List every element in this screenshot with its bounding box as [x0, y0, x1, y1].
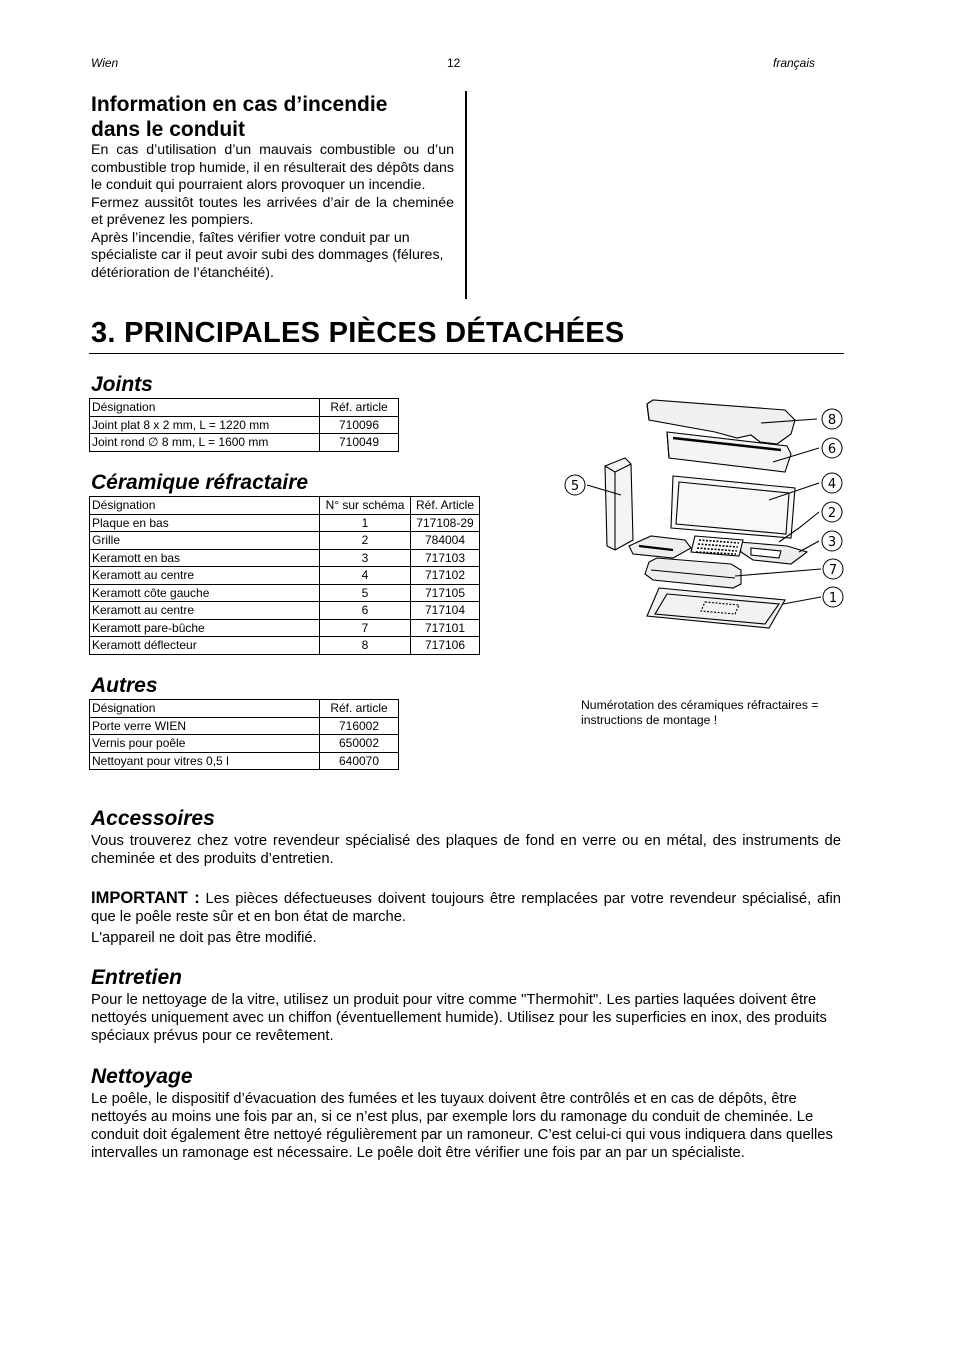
table-cell: Keramott déflecteur [90, 637, 320, 655]
table-cell: 717104 [411, 602, 480, 620]
table-cell: 710096 [320, 416, 399, 434]
table-header-cell: Réf. article [320, 399, 399, 417]
diagram-caption [581, 698, 818, 728]
header-right: français [773, 56, 816, 70]
callout-label: 6 [827, 442, 837, 457]
table-cell: Porte verre WIEN [90, 717, 320, 735]
table-cell: Keramott au centre [90, 602, 320, 620]
autres-title: Autres [91, 674, 158, 697]
table-cell: 717102 [411, 567, 480, 585]
callout-label: 7 [828, 563, 838, 578]
nettoyage-text: Le poêle, le dispositif d’évacuation des fumées et les tuyaux doivent être contrôlés et en cas de dépôts, être nettoyés au moins une fois par an, si ce n’est plus, par exemple lors du ramonage du conduit de cheminée. Le conduit doit également être nettoyé régulièrement par un ramoneur. C’est celui-ci qui vous indiquera dans quelles intervalles un ramonage est nécessaire. Le poêle doit être vérifier une fois par an par un spécialiste. [91, 1091, 833, 1161]
table-row [90, 584, 480, 602]
callout-label: 8 [827, 413, 837, 428]
table-cell: Keramott pare-bûche [90, 619, 320, 637]
table-cell: 717105 [411, 584, 480, 602]
table-cell: 3 [320, 549, 411, 567]
table-header-cell: Désignation [90, 497, 320, 515]
table-row [90, 567, 480, 585]
table-cell: Keramott au centre [90, 567, 320, 585]
table-row [90, 514, 480, 532]
fire-para-2: Fermez aussitôt toutes les arrivées d’air de la cheminée et prévenez les pompiers. [91, 194, 454, 228]
table-row [90, 619, 480, 637]
fire-title-line2: dans le conduit [91, 118, 246, 141]
autres-table [89, 699, 399, 770]
table-cell: 7 [320, 619, 411, 637]
table-cell: 784004 [411, 532, 480, 550]
important-label: IMPORTANT : [91, 889, 200, 907]
table-row [90, 434, 399, 452]
table-row [90, 532, 480, 550]
table-row [90, 602, 480, 620]
table-row [90, 717, 399, 735]
table-cell: Plaque en bas [90, 514, 320, 532]
important-line2: L'appareil ne doit pas être modifié. [91, 930, 317, 946]
table-header-row [90, 497, 480, 515]
table-cell: Joint rond ∅ 8 mm, L = 1600 mm [90, 434, 320, 452]
table-cell: 5 [320, 584, 411, 602]
vertical-divider [465, 91, 467, 299]
table-cell: 710049 [320, 434, 399, 452]
page-number: 12 [447, 56, 461, 70]
table-cell: 716002 [320, 717, 399, 735]
part-5-keramott [605, 458, 633, 550]
nettoyage-title: Nettoyage [91, 1065, 193, 1088]
table-cell: 8 [320, 637, 411, 655]
fire-para-3: Après l’incendie, faîtes vérifier votre conduit par un spécialiste car il peut avoir subi des dommages (félures, détérioration de l’étanchéité). [91, 229, 444, 281]
fire-title-line1: Information en cas d’incendie [91, 93, 388, 116]
important-text: Les pièces défectueuses doivent toujours être remplacées par votre revendeur spécialisé, afin que le poêle reste sûr et en bon état de marche. [91, 891, 841, 925]
part-4-keramott [671, 476, 795, 538]
ceramic-exploded-diagram [555, 392, 855, 642]
table-row [90, 637, 480, 655]
entretien-title: Entretien [91, 966, 183, 989]
table-cell: Joint plat 8 x 2 mm, L = 1220 mm [90, 416, 320, 434]
table-header-cell: Désignation [90, 700, 320, 718]
callout-label: 2 [827, 506, 837, 521]
callout-label: 4 [827, 477, 837, 492]
section-rule [89, 353, 844, 354]
table-row [90, 752, 399, 770]
table-header-row [90, 399, 399, 417]
accessoires-text: Vous trouverez chez votre revendeur spécialisé des plaques de fond en verre ou en métal, des instruments de cheminée et des produits d’entretien. [91, 833, 841, 867]
table-header-cell: Réf. article [320, 700, 399, 718]
table-cell: Keramott en bas [90, 549, 320, 567]
diagram-caption-line2: instructions de montage ! [581, 713, 718, 727]
table-cell: Nettoyant pour vitres 0,5 l [90, 752, 320, 770]
joints-table [89, 398, 399, 452]
table-cell: Keramott côte gauche [90, 584, 320, 602]
accessoires-title: Accessoires [91, 807, 215, 830]
callout-label: 3 [827, 535, 837, 550]
fire-info-block [91, 92, 454, 282]
callout-label: 1 [828, 591, 838, 606]
table-cell: 1 [320, 514, 411, 532]
table-cell: 6 [320, 602, 411, 620]
fire-para-1: En cas d’utilisation d’un mauvais combustible ou d’un combustible trop humide, il en résulterait des dépôts dans le conduit qui pourraient alors provoquer un incendie. [91, 142, 454, 193]
table-header-cell: Désignation [90, 399, 320, 417]
table-header-cell: Réf. Article [411, 497, 480, 515]
table-cell: 640070 [320, 752, 399, 770]
table-header-row [90, 700, 399, 718]
part-1-plaque [647, 588, 785, 628]
table-cell: Grille [90, 532, 320, 550]
table-cell: Vernis pour poêle [90, 735, 320, 753]
part-2-grille [691, 536, 743, 556]
header-left: Wien [91, 56, 119, 70]
important-paragraph [91, 889, 841, 926]
callout-label: 5 [570, 479, 580, 494]
table-row [90, 735, 399, 753]
table-header-cell: N° sur schéma [320, 497, 411, 515]
diagram-caption-line1: Numérotation des céramiques réfractaires = [581, 698, 819, 712]
ceramique-table [89, 496, 480, 655]
ceramique-title: Céramique réfractaire [91, 471, 309, 494]
part-7-keramott [645, 558, 741, 588]
section-title: 3. PRINCIPALES PIÈCES DÉTACHÉES [91, 317, 625, 349]
table-cell: 717101 [411, 619, 480, 637]
table-cell: 650002 [320, 735, 399, 753]
table-cell: 717106 [411, 637, 480, 655]
table-row [90, 549, 480, 567]
joints-title: Joints [91, 373, 153, 396]
table-cell: 2 [320, 532, 411, 550]
entretien-text: Pour le nettoyage de la vitre, utilisez un produit pour vitre comme "Thermohit". Les parties laquées doivent être nettoyés uniquement avec un chiffon (éventuellement humide). Utilisez pour les superficies en inox, des produits spéciaux prévus pour ce revêtement. [91, 992, 827, 1044]
table-cell: 717103 [411, 549, 480, 567]
table-cell: 4 [320, 567, 411, 585]
table-cell: 717108-29 [411, 514, 480, 532]
table-row [90, 416, 399, 434]
